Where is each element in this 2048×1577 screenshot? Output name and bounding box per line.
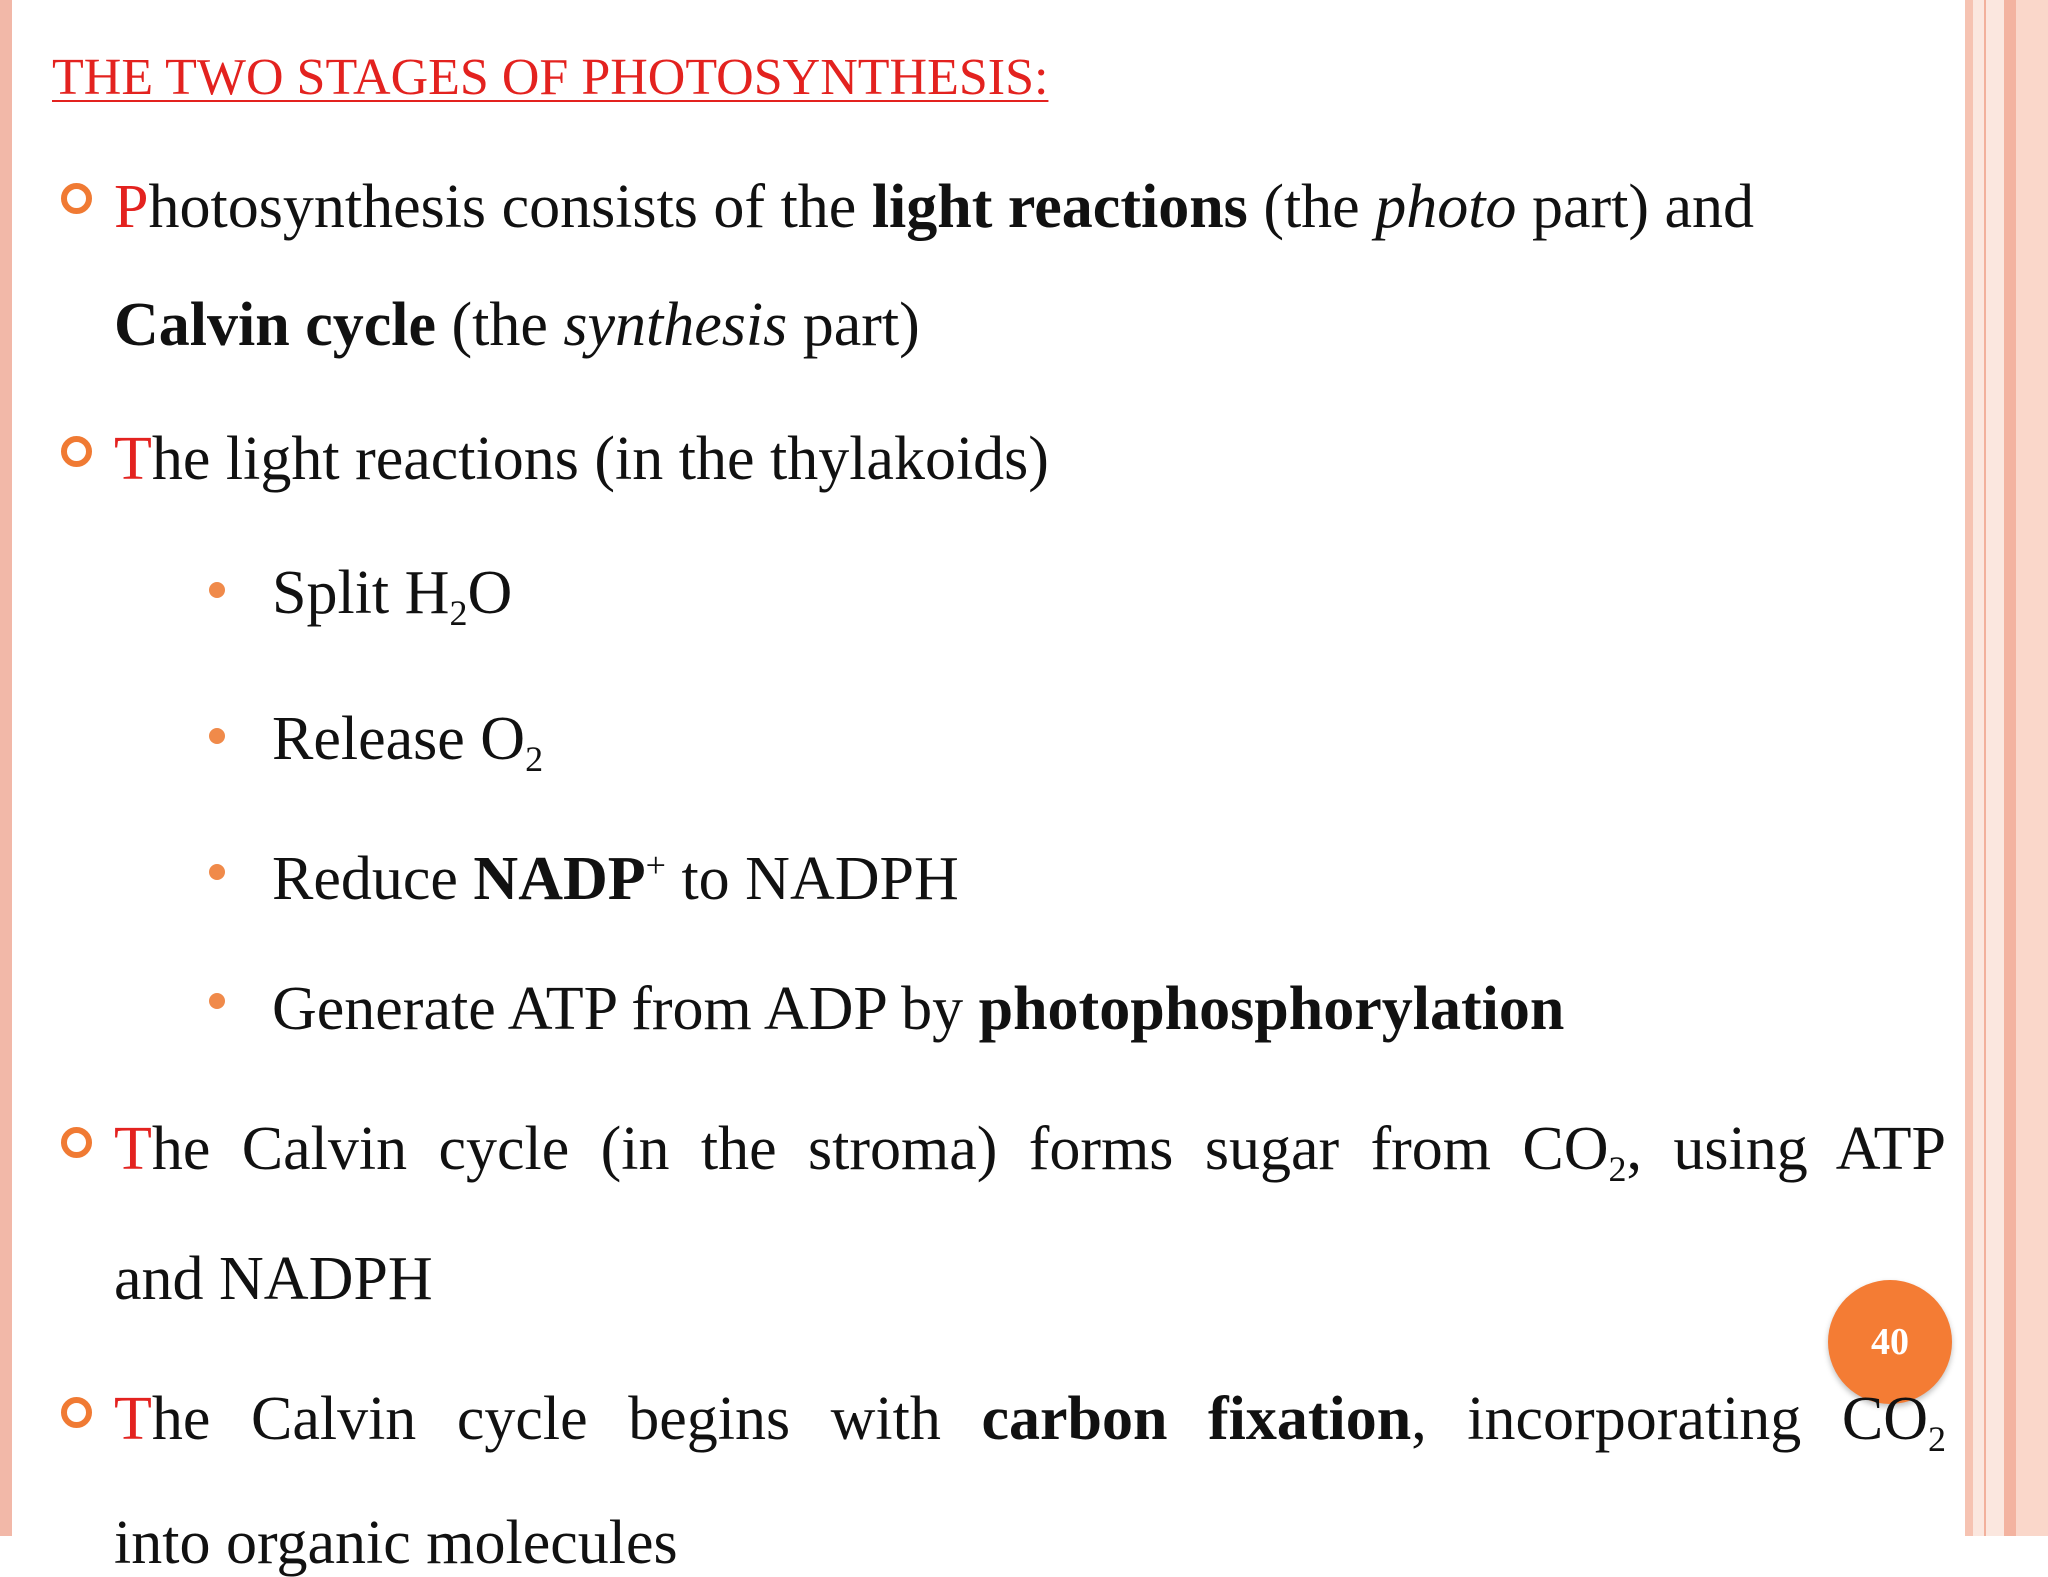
subscript: 2: [1928, 1419, 1947, 1459]
subscript: 2: [525, 739, 544, 779]
term-photophosphorylation: photophosphorylation: [978, 975, 1565, 1043]
bullet-1-first-letter: P: [114, 173, 149, 241]
sub-bullet-1-text: Split H: [272, 559, 450, 627]
ring-bullet-icon: [61, 1397, 92, 1428]
sub-bullet-2: [272, 705, 544, 779]
word: he: [151, 1385, 211, 1453]
bullet-1-text: (the: [1247, 173, 1376, 241]
bullet-3-first-letter: T: [114, 1115, 152, 1183]
superscript: +: [645, 845, 666, 885]
term-nadp: NADP: [473, 845, 646, 913]
word: using: [1673, 1115, 1808, 1183]
word-co2: [1841, 1385, 1947, 1459]
word: cycle: [456, 1385, 588, 1453]
slide-title: THE TWO STAGES OF PHOTOSYNTHESIS:: [52, 49, 1049, 106]
subscript: 2: [449, 593, 468, 633]
bullet-1-text: (the: [436, 291, 564, 359]
sub-bullet-3-text: Reduce: [272, 845, 474, 913]
bullet-1-text: hotosynthesis consists of the: [148, 173, 872, 241]
word: he: [151, 1115, 211, 1183]
term-calvin-cycle: Calvin cycle: [114, 291, 436, 359]
bullet-2: [114, 425, 1049, 493]
word: ATP: [1835, 1115, 1946, 1183]
comma: ,: [1411, 1385, 1427, 1453]
sub-bullet-3-text: to NADPH: [665, 845, 959, 913]
word: Calvin: [250, 1385, 417, 1453]
slide-right-border: [1960, 0, 2048, 1536]
bullet-4-line-2: into organic molecules: [114, 1509, 678, 1577]
word: forms: [1028, 1115, 1174, 1183]
sub-bullet-dot-icon: [209, 993, 225, 1009]
bullet-2-first-letter: T: [114, 425, 152, 493]
ring-bullet-icon: [61, 436, 92, 467]
word: begins: [628, 1385, 791, 1453]
comma: ,: [1626, 1115, 1643, 1183]
word: from: [1370, 1115, 1492, 1183]
word: stroma): [808, 1115, 998, 1183]
sub-bullet-dot-icon: [209, 864, 225, 880]
ring-bullet-icon: [61, 183, 92, 214]
bullet-1-line-2: [114, 291, 920, 359]
word: incorporating: [1467, 1385, 1802, 1453]
bullet-3-line-2: and NADPH: [114, 1245, 433, 1313]
bullet-1-text: part): [787, 291, 920, 359]
bullet-4-line-1: [114, 1385, 1947, 1459]
word: (in: [600, 1115, 670, 1183]
sub-bullet-2-text: Release O: [272, 705, 526, 773]
border-stripe: [1984, 0, 1986, 1536]
word: the: [700, 1115, 777, 1183]
word-co2: [1522, 1115, 1643, 1189]
term-light-reactions: light reactions: [871, 173, 1248, 241]
sub-bullet-3: [272, 845, 959, 913]
sub-bullet-1: [272, 559, 513, 633]
word: sugar: [1204, 1115, 1340, 1183]
sub-bullet-dot-icon: [209, 582, 225, 598]
co-text: CO: [1522, 1115, 1609, 1183]
bullet-3-line-1: [114, 1115, 1946, 1189]
bullet-1-text: part) and: [1516, 173, 1754, 241]
term-fixation: fixation: [1208, 1385, 1412, 1453]
word: Calvin: [241, 1115, 408, 1183]
sub-bullet-1-text: O: [467, 559, 513, 627]
bullet-2-text: he light reactions (in the thylakoids): [151, 425, 1049, 493]
term-photo: photo: [1375, 173, 1517, 241]
bullet-4-first-letter: T: [114, 1385, 152, 1453]
sub-bullet-4-text: Generate ATP from ADP by: [272, 975, 979, 1043]
subscript: 2: [1608, 1149, 1627, 1189]
word: with: [830, 1385, 941, 1453]
word: cycle: [438, 1115, 570, 1183]
page-number-badge: 40: [1828, 1280, 1952, 1404]
bullet-1-line-1: [114, 173, 1754, 241]
term-synthesis: synthesis: [563, 291, 788, 359]
sub-bullet-dot-icon: [209, 728, 225, 744]
slide-left-border: [0, 0, 12, 1536]
term-carbon: carbon: [981, 1385, 1168, 1453]
sub-bullet-4: [272, 975, 1565, 1043]
word-fixation: [1208, 1385, 1427, 1453]
ring-bullet-icon: [61, 1127, 92, 1158]
co-text: CO: [1841, 1385, 1929, 1453]
